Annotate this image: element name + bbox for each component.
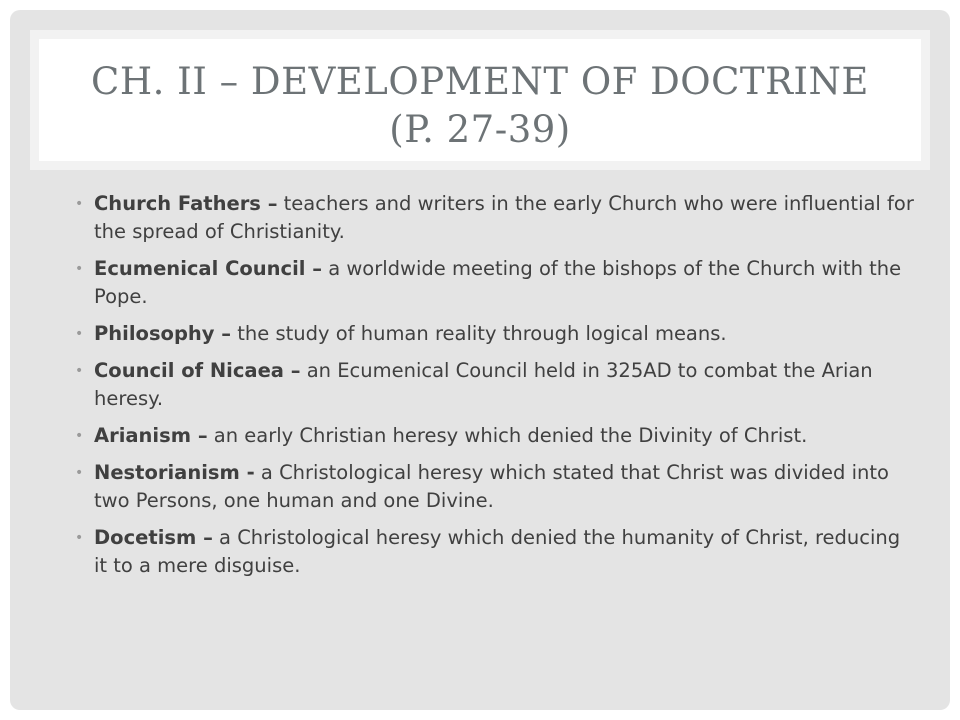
definition: a worldwide meeting of the bishops of the Church with the Pope.: [94, 257, 902, 308]
list-item: [94, 422, 914, 450]
title-line-1: CH. II – DEVELOPMENT OF DOCTRINE: [91, 60, 869, 103]
list-item: [94, 357, 914, 413]
list-item: [94, 255, 914, 311]
title-box: [30, 30, 930, 170]
slide-title: [30, 58, 930, 154]
definition: an Ecumenical Council held in 325AD to combat the Arian heresy.: [94, 359, 873, 410]
slide: [10, 10, 950, 710]
term: Arianism –: [94, 424, 208, 447]
term: Nestorianism -: [94, 461, 255, 484]
term: Council of Nicaea –: [94, 359, 301, 382]
list-item: [94, 190, 914, 246]
term: Philosophy –: [94, 322, 232, 345]
term: Ecumenical Council –: [94, 257, 323, 280]
list-item: [94, 459, 914, 515]
term: Docetism –: [94, 526, 213, 549]
definition: a Christological heresy which stated that Christ was divided into two Persons, one human and one Divine.: [94, 461, 889, 512]
definition: teachers and writers in the early Church who were influential for the spread of Christianity.: [94, 192, 914, 243]
list-item: [94, 320, 914, 348]
term: Church Fathers –: [94, 192, 278, 215]
definition-list: [94, 190, 914, 589]
definition: a Christological heresy which denied the humanity of Christ, reducing it to a mere disguise.: [94, 526, 901, 577]
title-line-2: (P. 27-39): [389, 108, 571, 151]
definition: an early Christian heresy which denied the Divinity of Christ.: [207, 424, 808, 447]
definition: the study of human reality through logical means.: [231, 322, 727, 345]
list-item: [94, 524, 914, 580]
